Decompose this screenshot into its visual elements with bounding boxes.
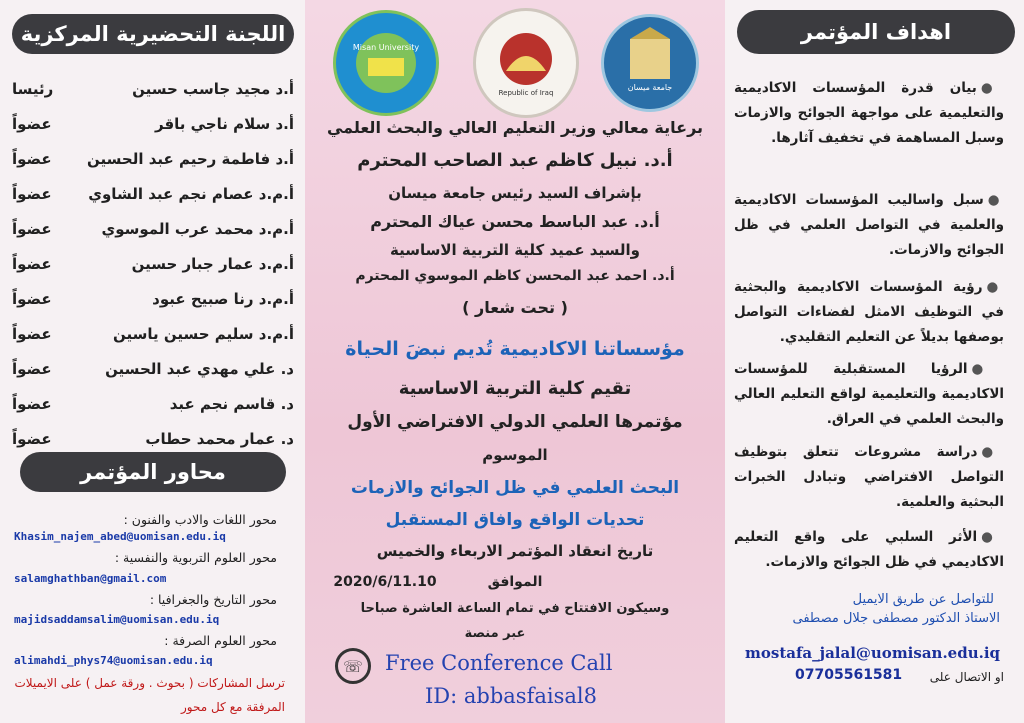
- conference-line: مؤتمرها العلمي الدولي الافتراضي الأول: [347, 412, 683, 432]
- axis-email[interactable]: majidsaddamsalim@uomisan.edu.iq: [14, 613, 220, 626]
- misan-university-college-logo: [333, 10, 439, 116]
- patronage-line: برعاية معالي وزير التعليم العالي والبحث العلمي: [326, 118, 704, 137]
- topic-line-1: البحث العلمي في ظل الجوائح والازمات: [350, 478, 680, 498]
- logo-emblem-icon: [336, 13, 436, 113]
- bullet-icon: ●: [986, 279, 1005, 295]
- phone-number[interactable]: 07705561581: [795, 667, 903, 683]
- dean-name: أ.د. احمد عبد المحسن كاظم الموسوي المحترم: [355, 268, 675, 284]
- named-line: الموسوم: [482, 446, 548, 464]
- bullet-icon: ●: [987, 192, 1004, 208]
- bullet-icon: ●: [980, 80, 1004, 96]
- misan-university-logo: [601, 14, 699, 112]
- axis-label: محور العلوم الصرفة :: [164, 633, 277, 648]
- phone-label: او الاتصال على: [929, 670, 1004, 684]
- left-panel: [0, 0, 305, 723]
- axis-email[interactable]: Khasim_najem_abed@uomisan.edu.iq: [14, 530, 226, 543]
- opening-line: وسيكون الافتتاح في تمام الساعة العاشرة صباحا: [360, 601, 670, 616]
- axis-label: محور التاريخ والجغرافيا :: [149, 592, 277, 607]
- member-role: عضواً: [12, 150, 52, 168]
- member-role: عضواً: [12, 325, 52, 343]
- member-role: عضواً: [12, 115, 52, 133]
- supervision-line: بإشراف السيد رئيس جامعة ميسان: [388, 184, 642, 202]
- logo-text: Republic of Iraq: [498, 89, 554, 97]
- member-name: أ.د فاطمة رحيم عبد الحسين: [87, 150, 294, 168]
- goal-item: ●دراسة مشروعات تتعلق بتوظيف التواصل الافتراضي وتبادل الخبرات البحثية والعلمية.: [734, 444, 1005, 510]
- topic-line-2: تحديات الواقع وافاق المستقبل: [385, 510, 645, 530]
- committee-member: [12, 354, 294, 384]
- submit-note: المرفقة مع كل محور: [180, 700, 285, 714]
- member-name: د. عمار محمد حطاب: [145, 430, 294, 448]
- committee-member: [12, 319, 294, 349]
- contact-line-1: للتواصل عن طريق الايميل: [852, 592, 994, 607]
- goals-title: اهداف المؤتمر: [737, 10, 1015, 54]
- member-role: رئيسا: [12, 80, 54, 98]
- member-name: أ.م.د عمار جبار حسين: [131, 255, 294, 273]
- committee-member: [12, 284, 294, 314]
- committee-member: [12, 179, 294, 209]
- member-role: عضواً: [12, 255, 52, 273]
- committee-member: [12, 74, 294, 104]
- goal-item: ●الأثر السلبي على واقع التعليم الاكاديمي في ظل الجوائح والازمات.: [734, 529, 1005, 570]
- president-name: أ.د. عبد الباسط محسن عياك المحترم: [370, 212, 660, 231]
- bullet-icon: ●: [981, 444, 1005, 460]
- call-id[interactable]: ID: abbasfaisal8: [425, 684, 597, 708]
- axis-label: محور العلوم التربوية والنفسية :: [114, 550, 277, 565]
- submit-note: ترسل المشاركات ( بحوث . ورقة عمل ) على الايميلات: [14, 676, 285, 690]
- center-panel: [305, 0, 725, 723]
- contact-line-2: الاستاذ الدكتور مصطفى جلال مصطفى: [792, 611, 1000, 626]
- member-name: أ.م.د رنا صبيح عبود: [152, 290, 294, 308]
- member-name: أ.د مجيد جاسب حسين: [132, 80, 294, 98]
- university-emblem-icon: [604, 17, 696, 109]
- member-role: عضواً: [12, 290, 52, 308]
- committee-title: اللجنة التحضيرية المركزية: [12, 14, 294, 54]
- member-role: عضواً: [12, 220, 52, 238]
- committee-member: [12, 109, 294, 139]
- call-name: Free Conference Call: [385, 651, 613, 675]
- axes-title: محاور المؤتمر: [20, 452, 286, 492]
- slogan: مؤسساتنا الاكاديمية تُديم نبضَ الحياة: [345, 338, 685, 360]
- member-name: أ.م.د محمد عرب الموسوي: [101, 220, 294, 238]
- member-name: د. قاسم نجم عبد: [169, 395, 294, 413]
- phone-icon: ☏: [335, 648, 371, 684]
- member-role: عضواً: [12, 430, 52, 448]
- logo-text: جامعة ميسان: [627, 83, 673, 92]
- goal-item: ●سبل واساليب المؤسسات الاكاديمية والعلمية في التواصل العلمي في ظل الجوائح والازمات.: [734, 192, 1004, 258]
- logo-text: Misan University: [352, 43, 420, 52]
- committee-member: [12, 249, 294, 279]
- member-name: أ.م.د عصام نجم عبد الشاوي: [88, 185, 294, 203]
- bullet-icon: ●: [971, 361, 1004, 377]
- member-role: عضواً: [12, 185, 52, 203]
- organizer-line: تقيم كلية التربية الاساسية: [398, 378, 632, 399]
- committee-member: [12, 144, 294, 174]
- goal-item: ●بيان قدرة المؤسسات الاكاديمية والتعليمية على مواجهة الجوائح والازمات وسبل المساهمة في تخفيف آثارها.: [734, 80, 1004, 146]
- bullet-icon: ●: [981, 529, 1005, 545]
- dean-title: والسيد عميد كلية التربية الاساسية: [390, 241, 640, 259]
- ministry-logo: [473, 8, 579, 118]
- axis-email[interactable]: alimahdi_phys74@uomisan.edu.iq: [14, 654, 213, 667]
- committee-member: [12, 214, 294, 244]
- goal-item: ●الرؤيا المستقبلية للمؤسسات الاكاديمية والتعليمية لواقع التعليم العالي والبحث العلمي في العراق.: [734, 361, 1004, 427]
- member-name: د. علي مهدي عبد الحسين: [105, 360, 294, 378]
- contact-email[interactable]: mostafa_jalal@uomisan.edu.iq: [745, 644, 1001, 662]
- slogan-label: ( تحت شعار ): [462, 298, 568, 317]
- conference-date: 2020/6/11.10: [333, 574, 437, 590]
- right-panel: [725, 0, 1024, 723]
- axis-label: محور اللغات والادب والفنون :: [123, 512, 277, 527]
- agreed-label: الموافق: [487, 574, 543, 590]
- minister-name: أ.د. نبيل كاظم عبد الصاحب المحترم: [357, 150, 673, 171]
- platform-line: عبر منصة: [464, 626, 526, 641]
- axis-email[interactable]: salamghathban@gmail.com: [14, 572, 167, 585]
- member-name: أ.م.د سليم حسين ياسين: [113, 325, 294, 343]
- committee-member: [12, 389, 294, 419]
- member-name: أ.د سلام ناجي باقر: [154, 115, 294, 133]
- committee-member: [12, 424, 294, 454]
- member-role: عضواً: [12, 395, 52, 413]
- member-role: عضواً: [12, 360, 52, 378]
- goal-item: ●رؤية المؤسسات الاكاديمية والبحثية في التوظيف الامثل لفضاءات التواصل بوصفها بديلاً عن التعليم التقليدي.: [734, 279, 1005, 345]
- ministry-emblem-icon: [476, 11, 576, 115]
- dates-label: تاريخ انعقاد المؤتمر الاربعاء والخميس: [376, 542, 654, 560]
